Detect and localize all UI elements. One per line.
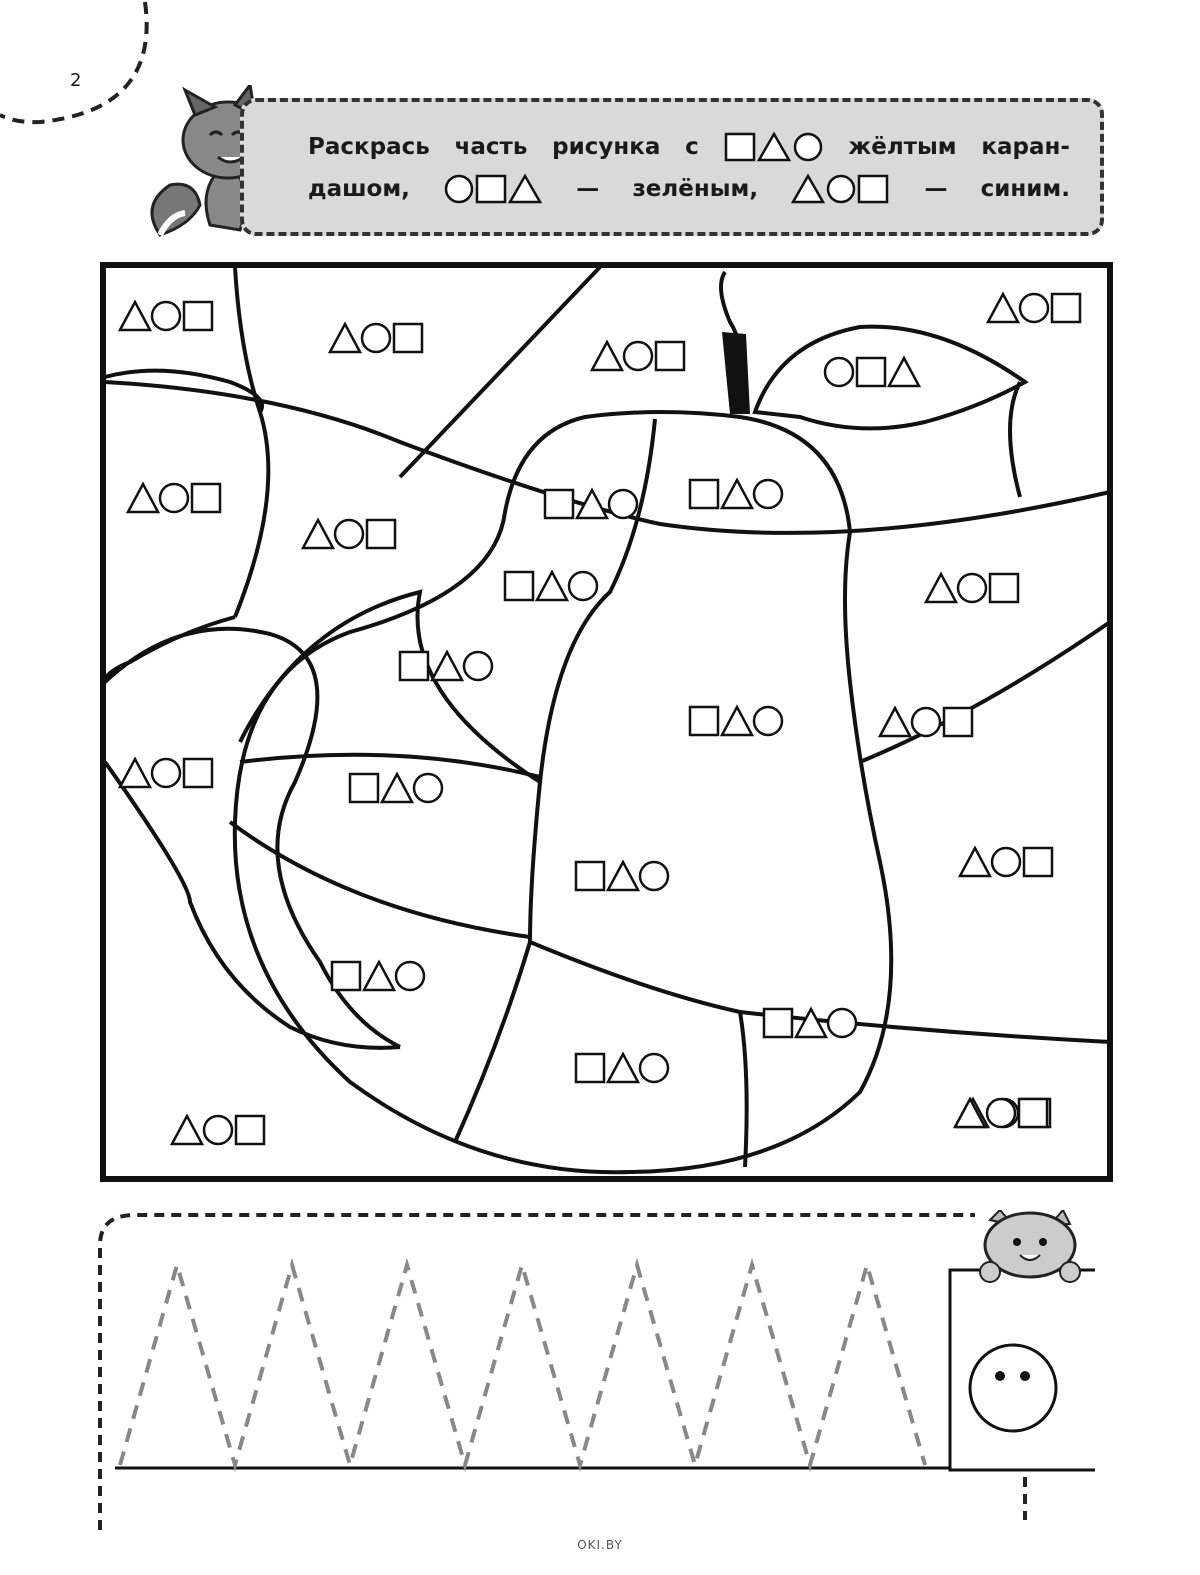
page-number: 2: [70, 70, 82, 91]
circle-symbol: [152, 302, 180, 330]
region-code-yellow: [545, 490, 637, 518]
instruction-word: рисунка: [552, 134, 661, 160]
square-symbol: [1024, 848, 1052, 876]
square-symbol: [400, 652, 428, 680]
circle-symbol: [828, 1009, 856, 1037]
circle-symbol: [640, 1054, 668, 1082]
region-code-yellow: [576, 862, 668, 890]
square-symbol: [576, 862, 604, 890]
square-symbol: [505, 572, 533, 600]
circle-symbol: [362, 324, 390, 352]
region-code-blue: [128, 484, 220, 512]
circle-symbol: [204, 1116, 232, 1144]
region-code-blue: [172, 1116, 264, 1144]
instruction-word: Раскрась: [308, 134, 430, 160]
circle-symbol: [396, 962, 424, 990]
coloring-picture: [100, 262, 1114, 1184]
circle-symbol: [414, 774, 442, 802]
instruction-line-1: [308, 130, 1070, 164]
circle-symbol: [569, 572, 597, 600]
cat-mascot-icon: [980, 1210, 1080, 1282]
square-symbol: [576, 1054, 604, 1082]
square-symbol: [944, 708, 972, 736]
region-code-yellow: [764, 1009, 856, 1037]
circle-symbol: [335, 520, 363, 548]
square-symbol: [367, 520, 395, 548]
square-symbol: [545, 490, 573, 518]
region-code-yellow: [332, 962, 424, 990]
circle-symbol: [912, 708, 940, 736]
square-symbol: [350, 774, 378, 802]
square-symbol: [184, 759, 212, 787]
region-code-blue: [955, 1099, 1047, 1127]
circle-symbol: [987, 1099, 1015, 1127]
square-symbol: [990, 574, 1018, 602]
circle-symbol: [958, 574, 986, 602]
blue-code-symbols-icon: [791, 172, 891, 206]
region-code-blue: [303, 520, 395, 548]
instruction-word: синим.: [980, 176, 1070, 202]
circle-symbol: [152, 759, 180, 787]
square-symbol: [394, 324, 422, 352]
instruction-word: жёлтым: [848, 134, 957, 160]
footer-watermark: OKI.BY: [577, 1538, 623, 1552]
region-code-green: [825, 358, 919, 386]
circle-symbol: [754, 707, 782, 735]
region-code-blue: [880, 708, 972, 736]
instruction-box: [240, 98, 1104, 236]
example-card: [950, 1270, 1095, 1470]
square-symbol: [192, 484, 220, 512]
square-symbol: [690, 480, 718, 508]
circle-symbol: [992, 848, 1020, 876]
square-symbol: [656, 342, 684, 370]
square-symbol: [332, 962, 360, 990]
instruction-word: зелёным,: [632, 176, 759, 202]
circle-symbol: [1020, 294, 1048, 322]
square-symbol: [690, 707, 718, 735]
yellow-code-symbols-icon: [724, 130, 824, 164]
circle-symbol: [754, 480, 782, 508]
square-symbol: [764, 1009, 792, 1037]
instruction-line-2: [308, 172, 1070, 206]
green-code-symbols-icon: [443, 172, 543, 206]
instruction-word: —: [576, 176, 600, 202]
tracing-exercise: [95, 1210, 1095, 1530]
region-code-yellow: [690, 707, 782, 735]
circle-symbol: [160, 484, 188, 512]
square-symbol: [857, 358, 885, 386]
region-code-yellow: [690, 480, 782, 508]
region-code-blue: [988, 294, 1080, 322]
region-code-yellow: [350, 774, 442, 802]
region-code-blue: [592, 342, 684, 370]
region-code-yellow: [400, 652, 492, 680]
instruction-word: с: [685, 134, 699, 160]
region-code-blue: [330, 324, 422, 352]
circle-symbol: [609, 490, 637, 518]
region-code-yellow: [505, 572, 597, 600]
circle-symbol: [624, 342, 652, 370]
square-symbol: [1019, 1099, 1047, 1127]
instruction-word: дашом,: [308, 176, 410, 202]
instruction-word: —: [924, 176, 948, 202]
circle-symbol: [825, 358, 853, 386]
circle-symbol: [464, 652, 492, 680]
instruction-word: каран-: [981, 134, 1070, 160]
region-code-blue: [120, 759, 212, 787]
square-symbol: [184, 302, 212, 330]
zigzag-tracing-path: [120, 1265, 925, 1465]
square-symbol: [236, 1116, 264, 1144]
region-code-blue: [960, 848, 1052, 876]
circle-symbol: [640, 862, 668, 890]
region-code-blue: [120, 302, 212, 330]
zigzag-line: [120, 1265, 925, 1465]
region-code-blue: [926, 574, 1018, 602]
instruction-word: часть: [454, 134, 528, 160]
square-symbol: [1052, 294, 1080, 322]
corner-dashed-arc: [0, 0, 160, 130]
region-code-yellow: [576, 1054, 668, 1082]
